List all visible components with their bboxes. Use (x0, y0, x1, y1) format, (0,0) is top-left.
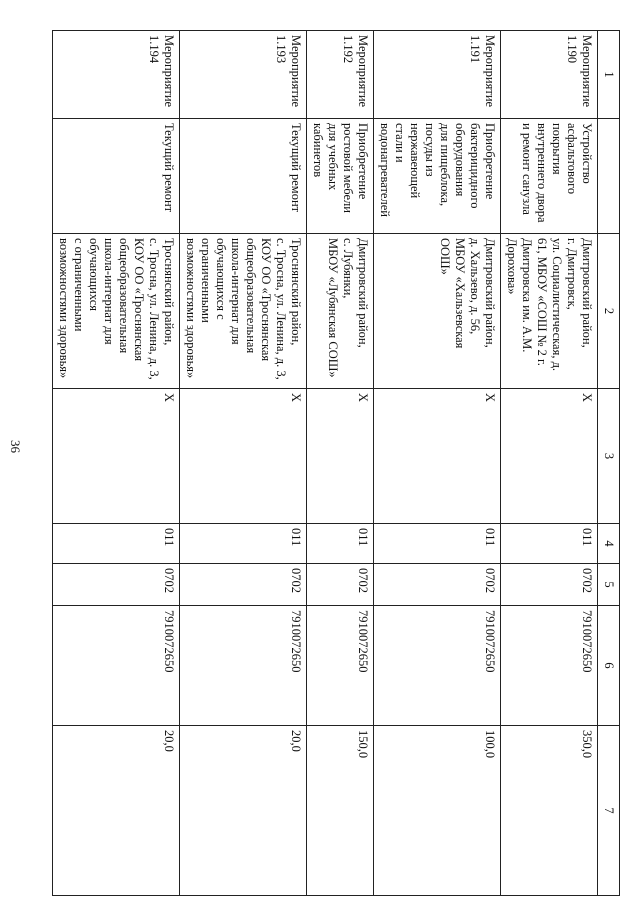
target-article-cell: 7910072650 (53, 606, 180, 726)
mark-cell: X (53, 389, 180, 524)
mark-cell: X (501, 389, 598, 524)
code-cell: 011 (53, 524, 180, 564)
event-name-cell: Текущий ремонт (180, 119, 307, 234)
target-article-cell: 7910072650 (501, 606, 598, 726)
header-col-2: 2 (598, 234, 620, 389)
amount-cell: 20,0 (53, 726, 180, 896)
amount-cell: 100,0 (374, 726, 501, 896)
target-article-cell: 7910072650 (307, 606, 374, 726)
header-col-4: 4 (598, 524, 620, 564)
amount-cell: 150,0 (307, 726, 374, 896)
mark-cell: X (307, 389, 374, 524)
header-col-3: 3 (598, 389, 620, 524)
event-address-cell: Дмитровский район, г. Дмитровск, ул. Социалистическая, д. 61, МБОУ «СОШ № 2 г. Дмитровска им. А.М. Дорохова» (501, 234, 598, 389)
header-col-1: 1 (598, 31, 620, 119)
event-address-cell: Троснянский район, с. Тросна, ул. Ленина, д. 3, КОУ ОО «Троснянская общеобразовательная школа-интернат для обучающихся с ограниченными возможностями здоровья» (53, 234, 180, 389)
budget-table (52, 30, 620, 896)
header-col-7: 7 (598, 726, 620, 896)
section-cell: 0702 (307, 564, 374, 606)
rotated-table-container (57, 30, 620, 895)
table-row (374, 31, 501, 896)
event-name-cell: Приобретение бактерицидного оборудования для пищеблока, посуды из нержавеющей стали и водонагревателей (374, 119, 501, 234)
code-cell: 011 (374, 524, 501, 564)
mark-cell: X (374, 389, 501, 524)
amount-cell: 350,0 (501, 726, 598, 896)
table-row (501, 31, 598, 896)
header-row (598, 31, 620, 896)
event-address-cell: Дмитровский район, с. Лубянки, МБОУ «Лубянская СОШ» (307, 234, 374, 389)
table-row (307, 31, 374, 896)
event-id-cell: Мероприятие 1.190 (501, 31, 598, 119)
table-row (180, 31, 307, 896)
event-id-cell: Мероприятие 1.194 (53, 31, 180, 119)
event-id-cell: Мероприятие 1.191 (374, 31, 501, 119)
target-article-cell: 7910072650 (374, 606, 501, 726)
header-col-6: 6 (598, 606, 620, 726)
target-article-cell: 7910072650 (180, 606, 307, 726)
event-name-cell: Приобретение ростовой мебели для учебных кабинетов (307, 119, 374, 234)
event-address-cell: Троснянский район, с. Тросна, ул. Ленина, д. 3, КОУ ОО «Троснянская общеобразовательная школа-интернат для обучающихся с ограниченными возможностями здоровья» (180, 234, 307, 389)
code-cell: 011 (307, 524, 374, 564)
event-address-cell: Дмитровский район, д. Хальзево, д. 56, МБОУ «Хальзевская ООШ» (374, 234, 501, 389)
code-cell: 011 (501, 524, 598, 564)
table-row (53, 31, 180, 896)
event-name-cell: Устройство асфальтового покрытия внутреннего двора и ремонт санузла (501, 119, 598, 234)
mark-cell: X (180, 389, 307, 524)
section-cell: 0702 (501, 564, 598, 606)
code-cell: 011 (180, 524, 307, 564)
section-cell: 0702 (374, 564, 501, 606)
event-id-cell: Мероприятие 1.193 (180, 31, 307, 119)
event-name-cell: Текущий ремонт (53, 119, 180, 234)
page-number: 36 (8, 440, 23, 453)
event-id-cell: Мероприятие 1.192 (307, 31, 374, 119)
header-col-5: 5 (598, 564, 620, 606)
header-col-empty (598, 119, 620, 234)
amount-cell: 20,0 (180, 726, 307, 896)
section-cell: 0702 (53, 564, 180, 606)
section-cell: 0702 (180, 564, 307, 606)
